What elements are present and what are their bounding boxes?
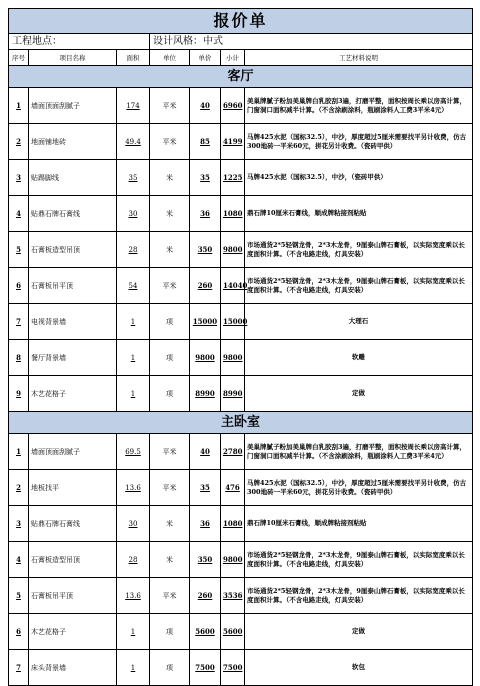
item-unit: 平米 <box>150 88 190 124</box>
item-name: 石膏板造型吊顶 <box>29 232 117 268</box>
item-unit: 米 <box>150 196 190 232</box>
item-description: 鼎石牌10厘米石膏线，顺成牌粘接剂粘贴 <box>245 196 473 232</box>
table-row <box>9 506 473 542</box>
item-price: 260 <box>190 268 221 304</box>
item-description: 定做 <box>245 376 473 412</box>
info-row <box>9 34 473 50</box>
column-header: 项目名称 <box>29 50 117 66</box>
item-area: 1 <box>117 340 150 376</box>
item-price: 36 <box>190 196 221 232</box>
table-row <box>9 160 473 196</box>
item-area: 13.6 <box>117 470 150 506</box>
row-number: 9 <box>9 376 29 412</box>
item-description: 马牌425水泥（国标32.5），中沙，（瓷砖甲供） <box>245 160 473 196</box>
item-description: 市场通货2*5轻钢龙骨，2*3木龙骨，9厘泰山牌石膏板，以实际宽度乘以长度面积计算。（不含电路走线，灯具安装） <box>245 578 473 614</box>
item-subtotal: 3536 <box>221 578 245 614</box>
item-name: 石膏板吊平顶 <box>29 268 117 304</box>
item-area: 13.6 <box>117 578 150 614</box>
page-title: 报价单 <box>9 9 473 34</box>
item-description: 美巢牌腻子粉加美巢牌白乳胶刮3遍，打磨平整，面积按周长乘以房高计算，门窗洞口面积减半计算。（不含涂刷涂料，瓶刷涂料人工费3平米4元） <box>245 88 473 124</box>
item-subtotal: 9800 <box>221 542 245 578</box>
row-number: 7 <box>9 304 29 340</box>
column-header: 面积 <box>117 50 150 66</box>
section-title: 主卧室 <box>9 412 473 434</box>
item-description: 大理石 <box>245 304 473 340</box>
item-name: 地板找平 <box>29 470 117 506</box>
row-number: 2 <box>9 470 29 506</box>
item-unit: 米 <box>150 506 190 542</box>
item-description: 马牌425水泥（国标32.5），中沙，厚度超过5厘米需要找平另计收费，仿古300地砖一平米60元，拼花另计收费。（瓷砖甲供） <box>245 124 473 160</box>
item-area: 174 <box>117 88 150 124</box>
table-row <box>9 232 473 268</box>
item-unit: 平米 <box>150 268 190 304</box>
table-row <box>9 304 473 340</box>
item-description: 软雕 <box>245 340 473 376</box>
item-unit: 项 <box>150 650 190 686</box>
item-price: 40 <box>190 88 221 124</box>
item-unit: 平米 <box>150 434 190 470</box>
item-unit: 项 <box>150 304 190 340</box>
item-description: 鼎石牌10厘米石膏线，顺成牌粘接剂粘贴 <box>245 506 473 542</box>
item-price: 350 <box>190 542 221 578</box>
item-description: 马牌425水泥（国标32.5），中沙，厚度超过5厘米需要找平另计收费，仿古300地砖一平米60元，拼花另计收费。（瓷砖甲供） <box>245 470 473 506</box>
item-price: 350 <box>190 232 221 268</box>
section-header <box>9 412 473 434</box>
item-unit: 平米 <box>150 578 190 614</box>
row-number: 3 <box>9 160 29 196</box>
item-price: 15000 <box>190 304 221 340</box>
item-name: 贴鼎石牌石膏线 <box>29 506 117 542</box>
row-number: 4 <box>9 542 29 578</box>
item-unit: 米 <box>150 232 190 268</box>
item-unit: 米 <box>150 160 190 196</box>
table-row <box>9 376 473 412</box>
table-row <box>9 434 473 470</box>
header-row <box>9 50 473 66</box>
item-price: 35 <box>190 470 221 506</box>
item-area: 1 <box>117 614 150 650</box>
item-area: 28 <box>117 542 150 578</box>
item-subtotal: 1225 <box>221 160 245 196</box>
row-number: 8 <box>9 340 29 376</box>
item-price: 85 <box>190 124 221 160</box>
item-subtotal: 7500 <box>221 650 245 686</box>
item-price: 40 <box>190 434 221 470</box>
item-name: 餐厅背景墙 <box>29 340 117 376</box>
item-area: 1 <box>117 650 150 686</box>
row-number: 5 <box>9 578 29 614</box>
item-price: 260 <box>190 578 221 614</box>
row-number: 3 <box>9 506 29 542</box>
item-subtotal: 1080 <box>221 196 245 232</box>
item-price: 35 <box>190 160 221 196</box>
table-row <box>9 124 473 160</box>
item-price: 9800 <box>190 340 221 376</box>
item-unit: 平米 <box>150 124 190 160</box>
row-number: 1 <box>9 88 29 124</box>
column-header: 序号 <box>9 50 29 66</box>
item-description: 市场通货2*5轻钢龙骨，2*3木龙骨，9厘泰山牌石膏板，以实际宽度乘以长度面积计算。（不含电路走线，灯具安装） <box>245 268 473 304</box>
item-unit: 平米 <box>150 470 190 506</box>
column-header: 小计 <box>221 50 245 66</box>
table-row <box>9 470 473 506</box>
item-description: 定做 <box>245 614 473 650</box>
item-description: 市场通货2*5轻钢龙骨，2*3木龙骨，9厘泰山牌石膏板，以实际宽度乘以长度面积计算。（不含电路走线，灯具安装） <box>245 542 473 578</box>
row-number: 4 <box>9 196 29 232</box>
section-header <box>9 66 473 88</box>
item-name: 电视背景墙 <box>29 304 117 340</box>
table-row <box>9 196 473 232</box>
item-price: 5600 <box>190 614 221 650</box>
item-description: 美巢牌腻子粉加美巢牌白乳胶刮3遍，打磨平整，面积按周长乘以房高计算，门窗洞口面积减半计算。（不含涂刷涂料，瓶刷涂料人工费3平米4元） <box>245 434 473 470</box>
row-number: 2 <box>9 124 29 160</box>
item-unit: 项 <box>150 614 190 650</box>
item-area: 1 <box>117 304 150 340</box>
item-unit: 米 <box>150 542 190 578</box>
item-name: 石膏板造型吊顶 <box>29 542 117 578</box>
item-subtotal: 2780 <box>221 434 245 470</box>
item-subtotal: 14040 <box>221 268 245 304</box>
item-description: 软包 <box>245 650 473 686</box>
item-unit: 项 <box>150 376 190 412</box>
design-style-label: 设计风格：中式 <box>150 34 473 50</box>
item-subtotal: 9800 <box>221 232 245 268</box>
row-number: 6 <box>9 268 29 304</box>
item-name: 木艺花格子 <box>29 614 117 650</box>
item-subtotal: 6960 <box>221 88 245 124</box>
item-area: 30 <box>117 196 150 232</box>
row-number: 6 <box>9 614 29 650</box>
item-subtotal: 4199 <box>221 124 245 160</box>
item-area: 30 <box>117 506 150 542</box>
row-number: 5 <box>9 232 29 268</box>
project-site-label: 工程地点： <box>9 34 150 50</box>
item-area: 54 <box>117 268 150 304</box>
item-name: 木艺花格子 <box>29 376 117 412</box>
item-subtotal: 1080 <box>221 506 245 542</box>
column-header: 工艺材料说明 <box>245 50 473 66</box>
table-row <box>9 88 473 124</box>
row-number: 7 <box>9 650 29 686</box>
quote-sheet <box>8 8 472 686</box>
item-price: 8990 <box>190 376 221 412</box>
item-subtotal: 9800 <box>221 340 245 376</box>
item-name: 贴踢脚线 <box>29 160 117 196</box>
item-subtotal: 476 <box>221 470 245 506</box>
item-name: 地面铺地砖 <box>29 124 117 160</box>
item-price: 36 <box>190 506 221 542</box>
table-row <box>9 650 473 686</box>
item-subtotal: 8990 <box>221 376 245 412</box>
item-area: 35 <box>117 160 150 196</box>
item-name: 床头背景墙 <box>29 650 117 686</box>
item-name: 墙面顶面刮腻子 <box>29 88 117 124</box>
column-header: 单价 <box>190 50 221 66</box>
table-row <box>9 578 473 614</box>
quote-table <box>8 8 473 686</box>
item-area: 49.4 <box>117 124 150 160</box>
table-row <box>9 268 473 304</box>
item-area: 69.5 <box>117 434 150 470</box>
item-subtotal: 15000 <box>221 304 245 340</box>
item-unit: 项 <box>150 340 190 376</box>
item-subtotal: 5600 <box>221 614 245 650</box>
section-title: 客厅 <box>9 66 473 88</box>
column-header: 单位 <box>150 50 190 66</box>
item-area: 1 <box>117 376 150 412</box>
item-name: 墙面顶面刮腻子 <box>29 434 117 470</box>
item-description: 市场通货2*5轻钢龙骨，2*3木龙骨，9厘泰山牌石膏板，以实际宽度乘以长度面积计算。（不含电路走线，灯具安装） <box>245 232 473 268</box>
item-name: 贴鼎石牌石膏线 <box>29 196 117 232</box>
row-number: 1 <box>9 434 29 470</box>
title-row <box>9 9 473 34</box>
item-area: 28 <box>117 232 150 268</box>
item-name: 石膏板吊平顶 <box>29 578 117 614</box>
table-row <box>9 614 473 650</box>
table-row <box>9 340 473 376</box>
table-row <box>9 542 473 578</box>
item-price: 7500 <box>190 650 221 686</box>
